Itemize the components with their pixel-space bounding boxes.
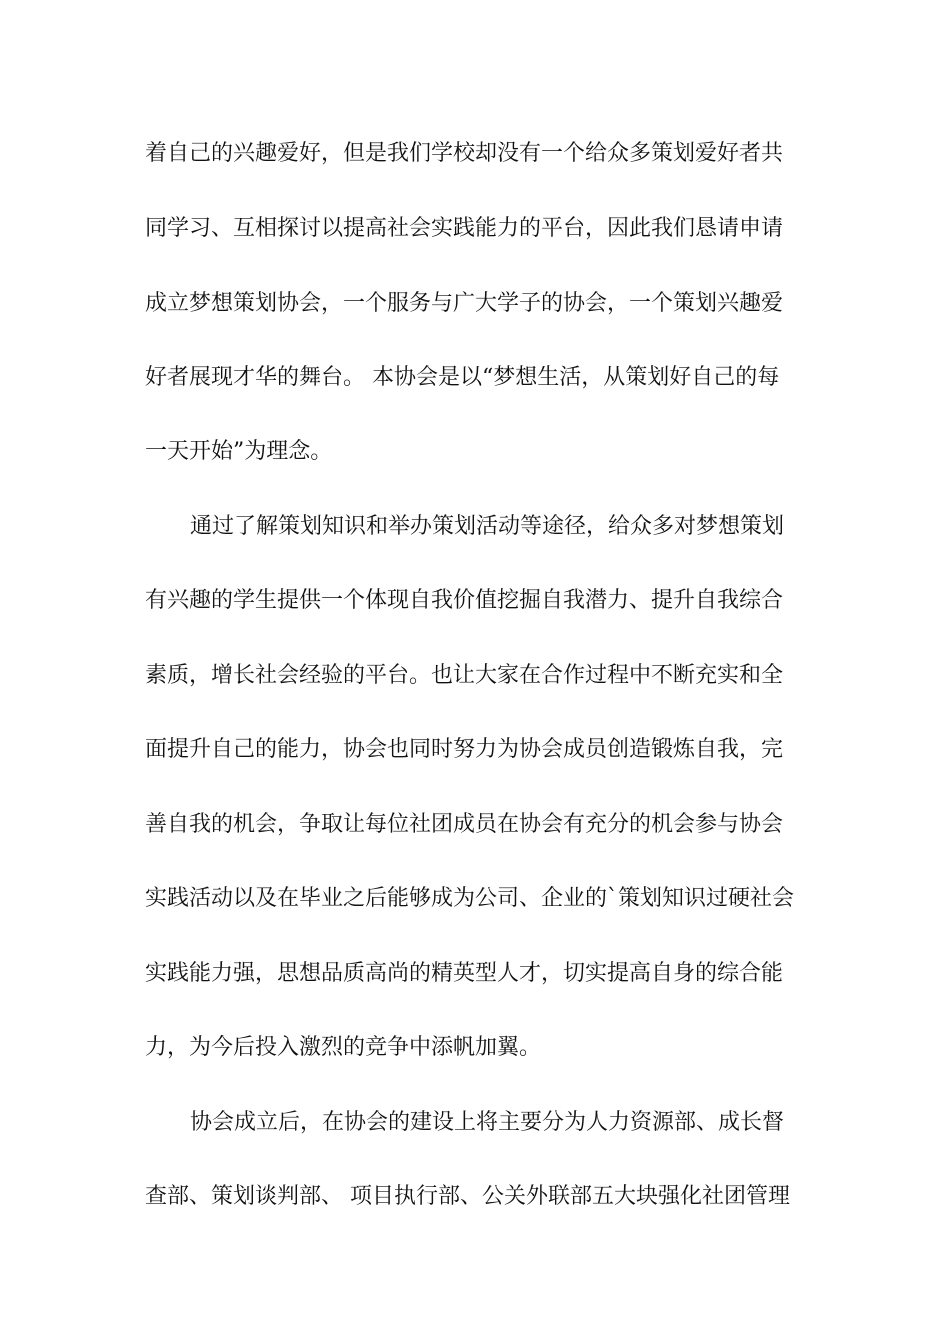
paragraph-2-line-5: 善自我的机会，争取让每位社团成员在协会有充分的机会参与协会 — [145, 812, 784, 837]
paragraph-2-line-3: 素质，增长社会经验的平台。也让大家在合作过程中不断充实和全 — [145, 663, 784, 688]
paragraph-2-line-7: 实践能力强，思想品质高尚的精英型人才，切实提高自身的综合能 — [145, 961, 784, 986]
paragraph-1-line-3: 成立梦想策划协会，一个服务与广大学子的协会，一个策划兴趣爱 — [145, 291, 784, 316]
paragraph-2-line-4: 面提升自己的能力，协会也同时努力为协会成员创造锻炼自我，完 — [145, 737, 784, 762]
paragraph-1-line-1: 着自己的兴趣爱好，但是我们学校却没有一个给众多策划爱好者共 — [145, 141, 784, 166]
paragraph-2-line-1: 通过了解策划知识和举办策划活动等途径，给众多对梦想策划 — [190, 514, 785, 539]
paragraph-1-line-2: 同学习、互相探讨以提高社会实践能力的平台，因此我们恳请申请 — [145, 216, 784, 241]
paragraph-1-line-4: 好者展现才华的舞台。 本协会是以“梦想生活，从策划好自己的每 — [145, 365, 780, 390]
paragraph-2-line-6: 实践活动以及在毕业之后能够成为公司、企业的`策划知识过硬社会 — [145, 886, 795, 911]
paragraph-3-line-1: 协会成立后，在协会的建设上将主要分为人力资源部、成长督 — [190, 1110, 785, 1135]
paragraph-3-line-2: 查部、策划谈判部、 项目执行部、公关外联部五大块强化社团管理 — [145, 1184, 790, 1209]
paragraph-1-line-5: 一天开始”为理念。 — [145, 439, 333, 464]
paragraph-2-line-8: 力，为今后投入激烈的竞争中添帆加翼。 — [145, 1035, 542, 1060]
paragraph-2-line-2: 有兴趣的学生提供一个体现自我价值挖掘自我潜力、提升自我综合 — [145, 588, 784, 613]
